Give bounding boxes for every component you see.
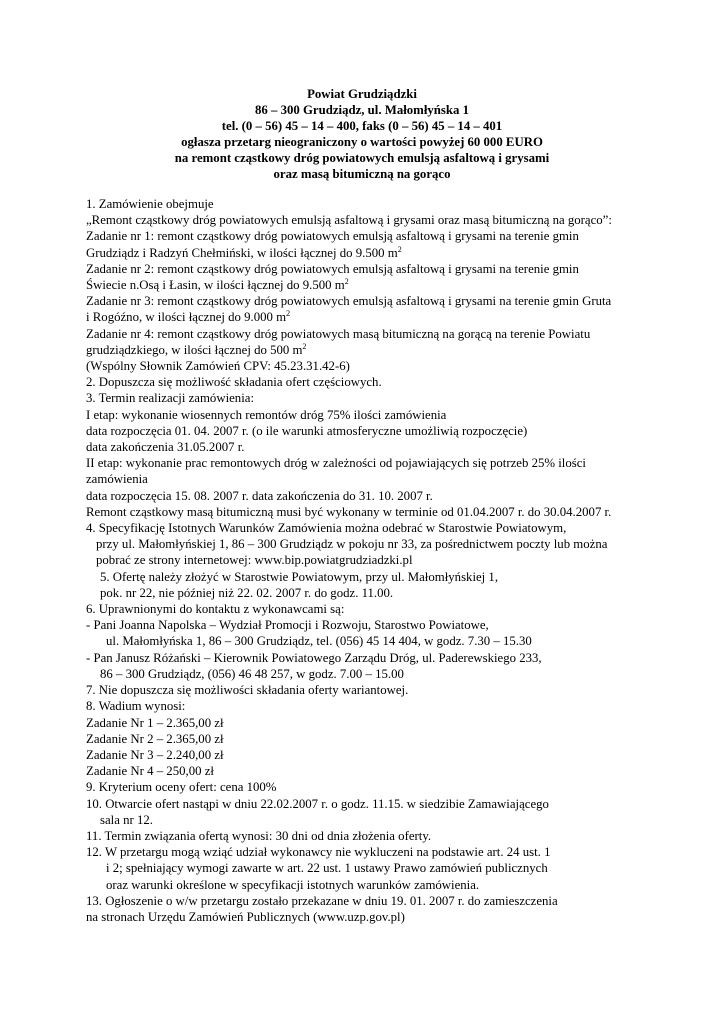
body-line: Zadanie nr 1: remont cząstkowy dróg powiatowych emulsją asfaltową i grysami na terenie gmin: [86, 229, 579, 244]
body-line: Zadanie Nr 4 – 250,00 zł: [86, 764, 214, 779]
body-line: 11. Termin związania ofertą wynosi: 30 dni od dnia złożenia oferty.: [86, 828, 432, 843]
body-line: 12. W przetargu mogą wziąć udział wykonawcy nie wykluczeni na podstawie art. 24 ust. 1: [86, 845, 551, 860]
superscript: 2: [397, 244, 402, 254]
body-line: - Pan Janusz Różański – Kierownik Powiatowego Zarządu Dróg, ul. Paderewskiego 233,: [86, 650, 542, 665]
body-line: 2. Dopuszcza się możliwość składania ofert częściowych.: [86, 375, 382, 390]
header-line-3: tel. (0 – 56) 45 – 14 – 400, faks (0 – 56) 45 – 14 – 401: [221, 119, 503, 133]
body-line: na stronach Urzędu Zamówień Publicznych (www.uzp.gov.pl): [86, 909, 405, 924]
body-line: Zadanie Nr 1 – 2.365,00 zł: [86, 715, 224, 730]
body-line-with-superscript: [86, 342, 646, 358]
body-line: Zadanie nr 3: remont cząstkowy dróg powiatowych emulsją asfaltową i grysami na terenie gmin Gruta: [86, 294, 612, 309]
body-line: 4. Specyfikację Istotnych Warunków Zamówienia można odebrać w Starostwie Powiatowym,: [86, 521, 567, 536]
superscript: 2: [286, 309, 291, 319]
body-line: - Pani Joanna Napolska – Wydział Promocji i Rozwoju, Starostwo Powiatowe,: [86, 618, 489, 633]
body-line: data zakończenia 31.05.2007 r.: [86, 440, 245, 455]
body-line: i 2; spełniający wymogi zawarte w art. 22 ust. 1 ustawy Prawo zamówień publicznych: [106, 861, 548, 876]
superscript: 2: [302, 341, 307, 351]
body-line-with-superscript: [86, 245, 646, 261]
body-line-with-superscript: [86, 309, 646, 325]
body-line: pok. nr 22, nie później niż 22. 02. 2007 r. do godz. 11.00.: [100, 585, 394, 600]
body-line: 7. Nie dopuszcza się możliwości składania oferty wariantowej.: [86, 683, 409, 698]
body-line: 10. Otwarcie ofert nastąpi w dniu 22.02.2007 r. o godz. 11.15. w siedzibie Zamawiającego: [86, 796, 549, 811]
body-line: Zadanie Nr 2 – 2.365,00 zł: [86, 731, 224, 746]
body-line-link-text: pobrać ze strony internetowej: www.bip.powiatgrudziadzki.pl: [96, 553, 413, 568]
body-line: II etap: wykonanie prac remontowych dróg w zależności od pojawiających się potrzeb 25% ilości: [86, 456, 586, 471]
body-line: 1. Zamówienie obejmuje: [86, 197, 214, 211]
body-line: przy ul. Małomłyńskiej 1, 86 – 300 Grudziądz w pokoju nr 33, za pośrednictwem poczty lub można: [96, 537, 608, 552]
body-line: Zadanie Nr 3 – 2.240,00 zł: [86, 747, 224, 762]
header-line-4: ogłasza przetarg nieograniczony o wartości powyżej 60 000 EURO: [181, 135, 543, 149]
header-line-6: oraz masą bitumiczną na gorąco: [273, 167, 451, 181]
body-line-text: Świecie n.Osą i Łasin, w ilości łącznej do 9.500 m: [86, 278, 345, 293]
superscript: 2: [344, 277, 349, 287]
body-line: 8. Wadium wynosi:: [86, 699, 186, 714]
body-line: data rozpoczęcia 01. 04. 2007 r. (o ile warunki atmosferyczne umożliwią rozpoczęcie): [86, 423, 528, 438]
body-line: data rozpoczęcia 15. 08. 2007 r. data zakończenia do 31. 10. 2007 r.: [86, 488, 433, 503]
header-line-1: Powiat Grudziądzki: [307, 87, 417, 101]
body-line-text: grudziądzkiego, w ilości łącznej do 500 m: [86, 342, 303, 357]
body-line: zamówienia: [86, 472, 148, 487]
body-line: Remont cząstkowy masą bitumiczną musi być wykonany w terminie od 01.04.2007 r. do 30.04.2007 r.: [86, 504, 612, 519]
body-line: Zadanie nr 2: remont cząstkowy dróg powiatowych emulsją asfaltową i grysami na terenie gmin: [86, 261, 579, 276]
body-line: sala nr 12.: [100, 812, 153, 827]
body-line: I etap: wykonanie wiosennych remontów dróg 75% ilości zamówienia: [86, 407, 447, 422]
body-line: Zadanie nr 4: remont cząstkowy dróg powiatowych masą bitumiczną na gorącą na terenie Powiatu: [86, 326, 591, 341]
body-line: ul. Małomłyńska 1, 86 – 300 Grudziądz, tel. (056) 45 14 404, w godz. 7.30 – 15.30: [106, 634, 532, 649]
body-line: 86 – 300 Grudziądz, (056) 46 48 257, w godz. 7.00 – 15.00: [100, 666, 404, 681]
body-line: (Wspólny Słownik Zamówień CPV: 45.23.31.42-6): [86, 359, 350, 374]
body-line: 6. Uprawnionymi do kontaktu z wykonawcami są:: [86, 602, 345, 617]
body-line: 3. Termin realizacji zamówienia:: [86, 391, 254, 406]
body-line: 5. Ofertę należy złożyć w Starostwie Powiatowym, przy ul. Małomłyńskiej 1,: [100, 569, 499, 584]
body-line: „Remont cząstkowy dróg powiatowych emulsją asfaltową i grysami oraz masą bitumiczną na gorąco”:: [86, 213, 612, 228]
header-line-2: 86 – 300 Grudziądz, ul. Małomłyńska 1: [254, 103, 469, 117]
document-header: [86, 86, 638, 182]
body-line: 13. Ogłoszenie o w/w przetargu zostało przekazane w dniu 19. 01. 2007 r. do zamieszczenia: [86, 893, 558, 908]
body-line-with-superscript: [86, 277, 646, 293]
body-line: 9. Kryterium oceny ofert: cena 100%: [86, 780, 277, 795]
document-body: [86, 196, 646, 925]
header-line-5: na remont cząstkowy dróg powiatowych emulsją asfaltową i grysami: [174, 151, 550, 165]
body-line-text: Grudziądz i Radzyń Chełmiński, w ilości łącznej do 9.500 m: [86, 245, 398, 260]
body-line: oraz warunki określone w specyfikacji istotnych warunków zamówienia.: [106, 877, 480, 892]
body-line-text: i Rogóźno, w ilości łącznej do 9.000 m: [86, 310, 287, 325]
